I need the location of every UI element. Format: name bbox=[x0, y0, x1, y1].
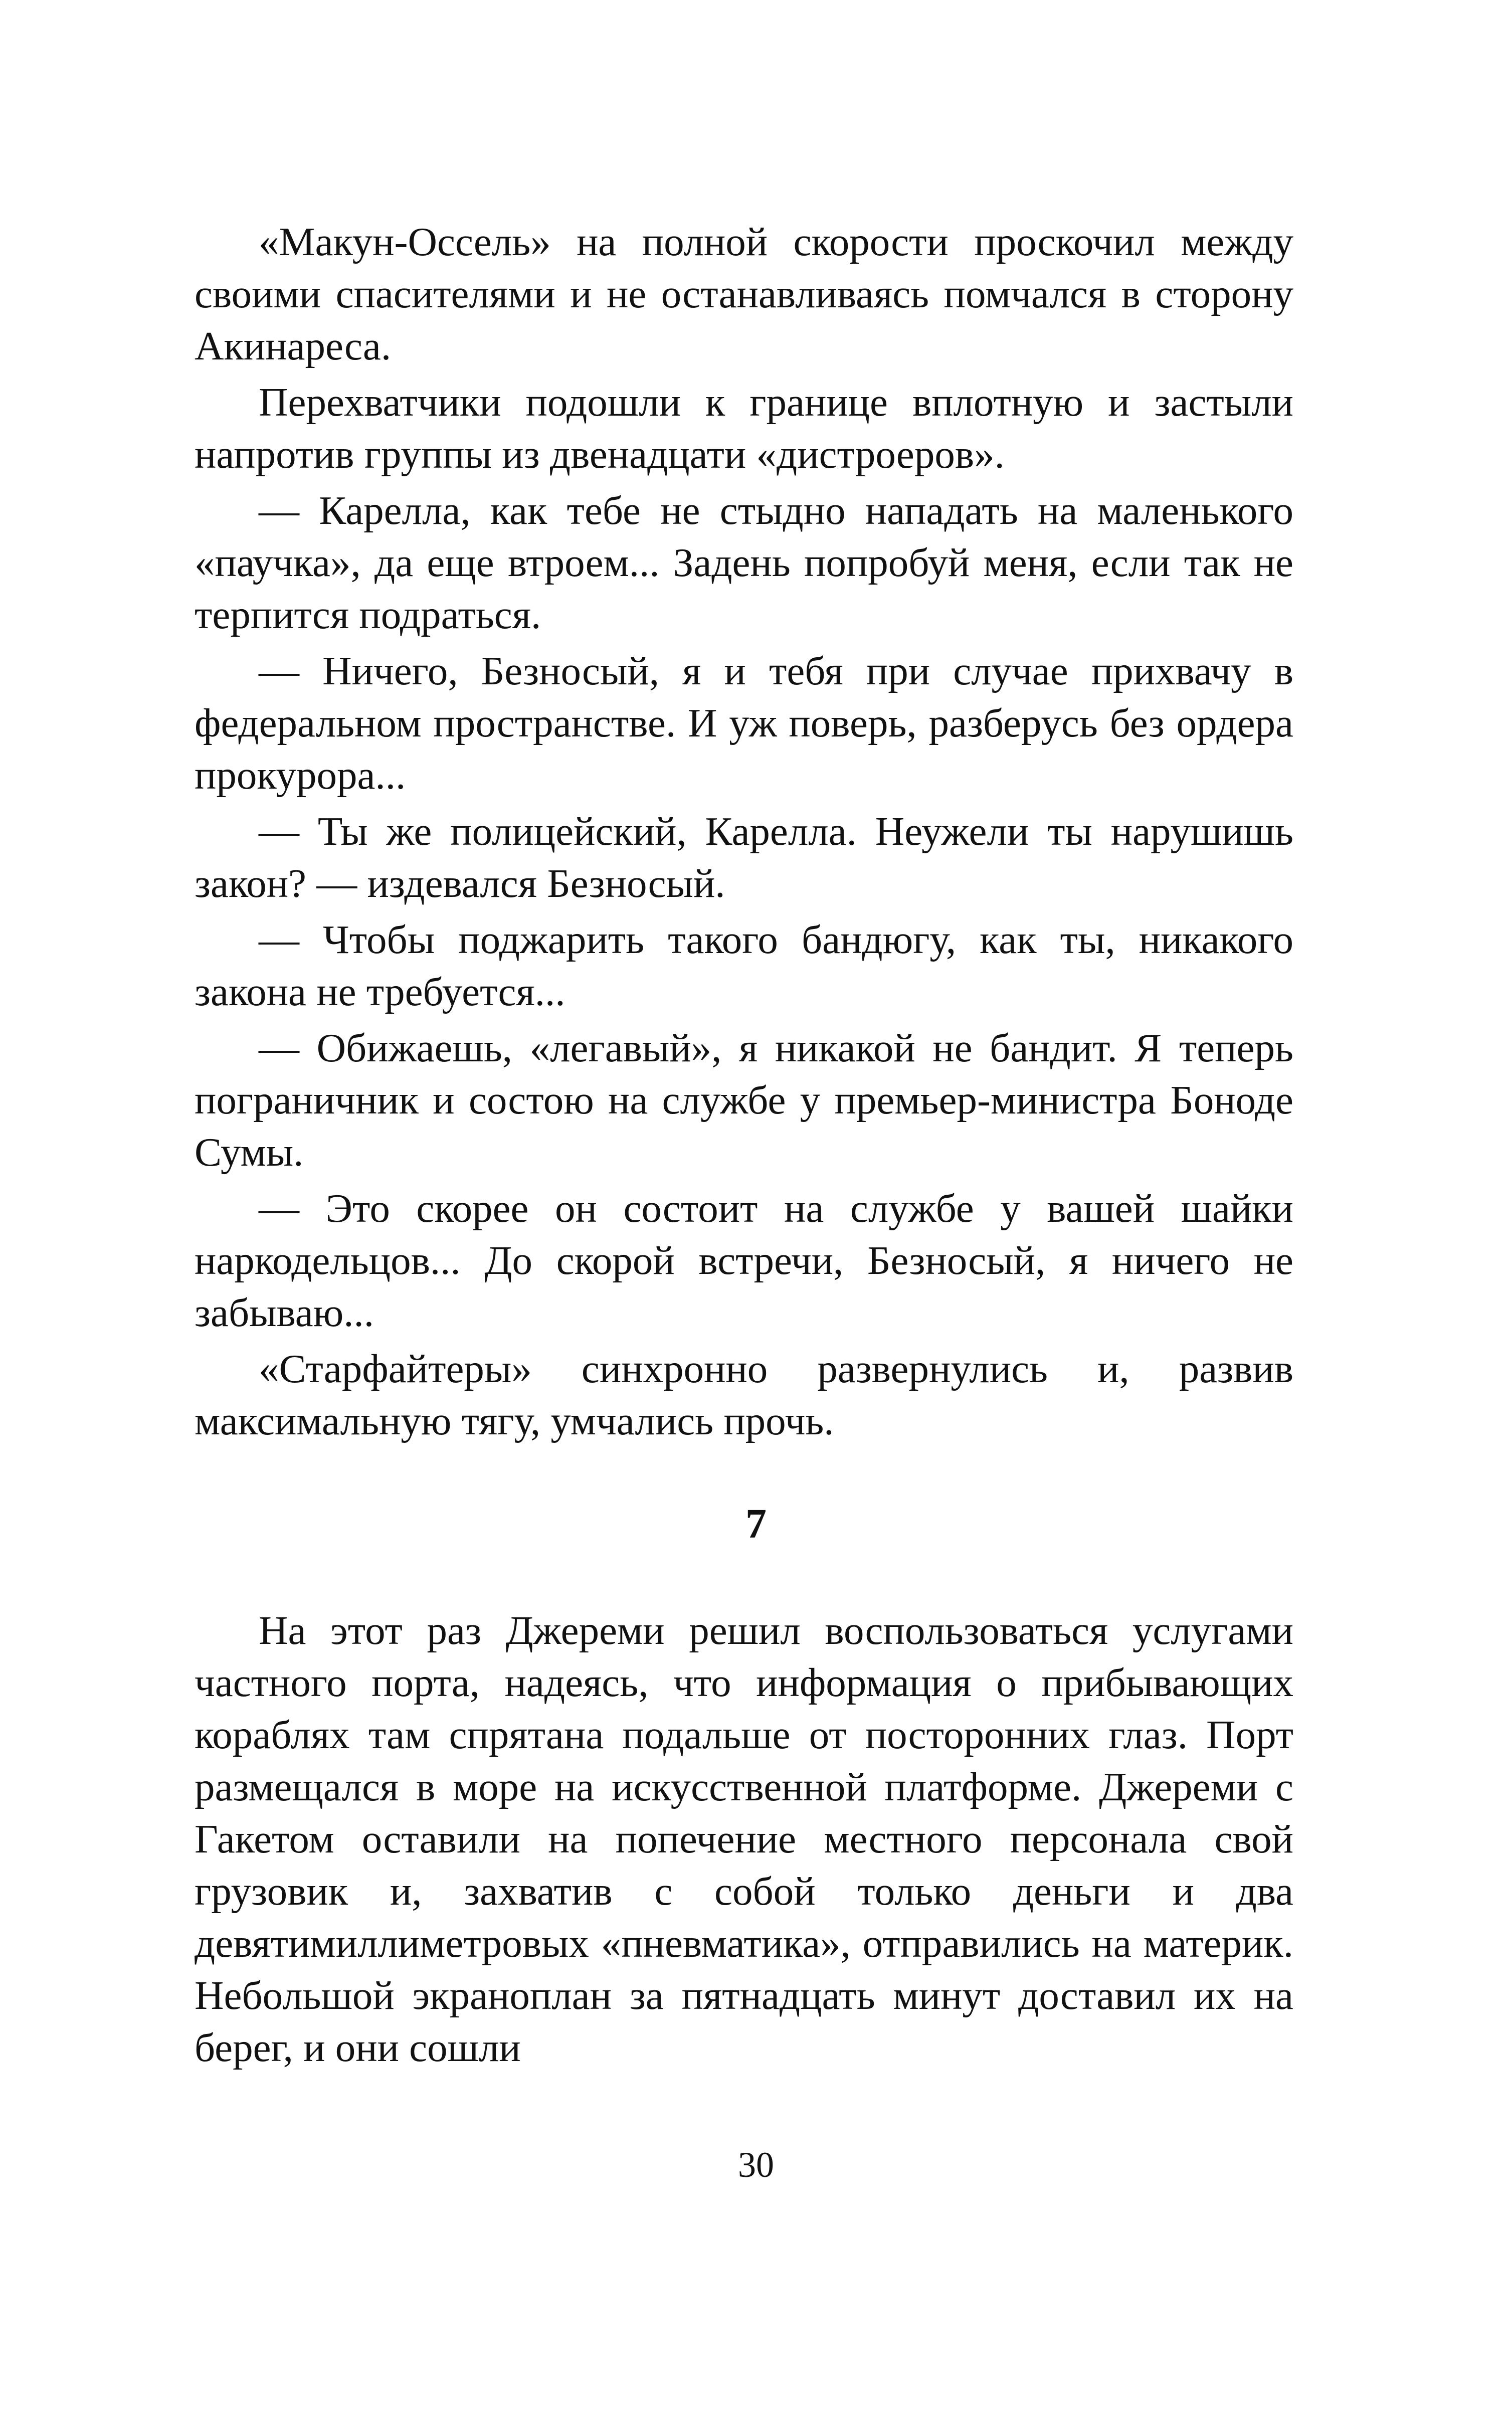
paragraph: — Обижаешь, «легавый», я никакой не бандит. Я теперь пограничник и состою на службе у премьер-министра Боноде Сумы. bbox=[195, 1025, 1293, 1175]
paragraph: — Ты же полицейский, Карелла. Неужели ты нарушишь закон? — издевался Безносый. bbox=[195, 809, 1293, 906]
chapter-number: 7 bbox=[745, 1501, 767, 1547]
paragraph: — Карелла, как тебе не стыдно нападать на маленького «паучка», да еще втроем... Задень попробуй меня, если так не терпится подраться. bbox=[195, 488, 1293, 637]
paragraph: «Старфайтеры» синхронно развернулись и, развив максимальную тягу, умчались прочь. bbox=[195, 1346, 1293, 1443]
page-number: 30 bbox=[738, 2145, 774, 2185]
paragraph: На этот раз Джереми решил воспользоваться услугами частного порта, надеясь, что информация о прибывающих кораблях там спрятана подальше от посторонних глаз. Порт размещался в море на искусственной платформе. Джереми с Гакетом оставили на попечение местного персонала свой грузовик и, захватив с собой только деньги и два девятимиллиметровых «пневматика», отправились на материк. Небольшой экраноплан за пятнадцать минут доставил их на берег, и они сошли bbox=[195, 1608, 1293, 2070]
text-block-bottom bbox=[195, 1604, 1293, 2074]
paragraph: — Это скорее он состоит на службе у вашей шайки наркодельцов... До скорой встречи, Безносый, я ничего не забываю... bbox=[195, 1186, 1293, 1335]
paragraph: Перехватчики подошли к границе вплотную и застыли напротив группы из двенадцати «дистроеров». bbox=[195, 380, 1293, 477]
paragraph: «Макун-Оссель» на полной скорости проскочил между своими спасителями и не останавливаясь помчался в сторону Акинареса. bbox=[195, 219, 1293, 368]
text-block-top bbox=[195, 216, 1293, 1447]
paragraph: — Ничего, Безносый, я и тебя при случае прихвачу в федеральном пространстве. И уж поверь, разберусь без ордера прокурора... bbox=[195, 648, 1293, 798]
paragraph: — Чтобы поджарить такого бандюгу, как ты, никакого закона не требуется... bbox=[195, 917, 1293, 1014]
